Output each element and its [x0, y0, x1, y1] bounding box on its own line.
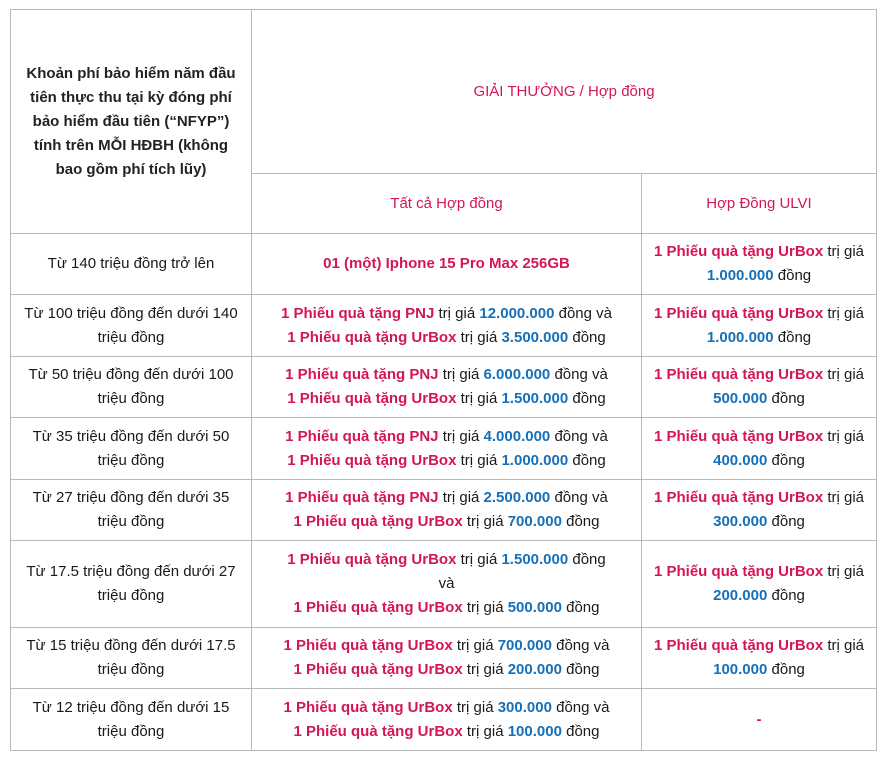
premium-range: Từ 50 triệu đồng đến dưới 100 triệu đồng — [11, 357, 252, 418]
gift-value: 200.000 — [713, 587, 768, 604]
table-row — [11, 234, 877, 295]
premium-range: Từ 100 triệu đồng đến dưới 140 triệu đồng — [11, 295, 252, 357]
currency-label: đồng — [572, 328, 606, 346]
gift-value: 3.500.000 — [501, 328, 569, 346]
gift-urbox-label: 1 Phiếu quà tặng UrBox — [653, 637, 824, 654]
prize-all — [252, 295, 642, 357]
table-row — [11, 480, 877, 541]
gift-urbox-label: 1 Phiếu quà tặng UrBox — [287, 390, 457, 407]
table-row — [11, 628, 877, 689]
gift-urbox-label: 1 Phiếu quà tặng UrBox — [283, 698, 453, 716]
currency-label: đồng — [771, 390, 805, 407]
header-all-contracts: Tất cả Hợp đồng — [252, 174, 642, 234]
gift-value: 500.000 — [713, 390, 768, 407]
tri-gia-label: trị giá — [466, 513, 504, 530]
gift-urbox-label: 1 Phiếu quà tặng UrBox — [653, 489, 824, 506]
tri-gia-label: trị giá — [827, 489, 865, 506]
gift-urbox-label: 1 Phiếu quà tặng UrBox — [293, 722, 463, 740]
tri-gia-label: trị giá — [827, 304, 865, 322]
gift-value: 1.500.000 — [501, 390, 569, 407]
gift-pnj-label: 1 Phiếu quà tặng PNJ — [285, 427, 439, 445]
prize-all — [252, 480, 642, 541]
gift-urbox-label: 1 Phiếu quà tặng UrBox — [287, 551, 457, 568]
table-row — [11, 295, 877, 357]
gift-value: 100.000 — [507, 722, 562, 740]
header-row-top — [11, 10, 877, 174]
prize-all: 01 (một) Iphone 15 Pro Max 256GB — [252, 234, 642, 295]
tri-gia-label: trị giá — [460, 451, 498, 469]
tri-gia-label: trị giá — [442, 366, 480, 383]
gift-value: 4.000.000 — [483, 427, 551, 445]
prize-all — [252, 418, 642, 480]
tri-gia-label: trị giá — [827, 243, 865, 260]
currency-label: đồng — [777, 328, 812, 346]
tri-gia-label: trị giá — [438, 304, 476, 322]
gift-pnj-label: 1 Phiếu quà tặng PNJ — [280, 304, 435, 322]
currency-label: đồng — [771, 587, 805, 604]
gift-urbox-label: 1 Phiếu quà tặng UrBox — [293, 661, 463, 678]
prize-table — [10, 9, 877, 751]
tri-gia-label: trị giá — [442, 489, 480, 506]
tri-gia-label: trị giá — [827, 563, 865, 580]
gift-urbox-label: 1 Phiếu quà tặng UrBox — [653, 427, 824, 445]
tri-gia-label: trị giá — [456, 698, 494, 716]
gift-value: 6.000.000 — [483, 366, 551, 383]
tri-gia-label: trị giá — [827, 637, 865, 654]
premium-range: Từ 27 triệu đồng đến dưới 35 triệu đồng — [11, 480, 252, 541]
currency-label: đồng — [566, 661, 600, 678]
gift-value: 300.000 — [497, 698, 552, 716]
prize-all — [252, 689, 642, 751]
gift-urbox-label: 1 Phiếu quà tặng UrBox — [653, 563, 824, 580]
prize-ulvi — [642, 480, 877, 541]
prize-ulvi — [642, 357, 877, 418]
table-row — [11, 689, 877, 751]
premium-range: Từ 15 triệu đồng đến dưới 17.5 triệu đồng — [11, 628, 252, 689]
currency-label: đồng và — [554, 366, 608, 383]
table-row — [11, 357, 877, 418]
tri-gia-label: trị giá — [460, 328, 498, 346]
prize-ulvi — [642, 541, 877, 628]
currency-label: đồng — [572, 451, 606, 469]
tri-gia-label: trị giá — [466, 661, 504, 678]
tri-gia-label: trị giá — [460, 551, 498, 568]
tri-gia-label: trị giá — [456, 637, 494, 654]
gift-urbox-label: 1 Phiếu quà tặng UrBox — [287, 451, 457, 469]
prize-ulvi — [642, 418, 877, 480]
currency-label: đồng — [566, 513, 600, 530]
currency-label: đồng — [572, 551, 606, 568]
currency-label: đồng và — [554, 427, 608, 445]
gift-pnj-label: 1 Phiếu quà tặng PNJ — [285, 366, 439, 383]
premium-range: Từ 17.5 triệu đồng đến dưới 27 triệu đồng — [11, 541, 252, 628]
gift-value: 700.000 — [497, 637, 552, 654]
header-ulvi-contracts: Hợp Đồng ULVI — [642, 174, 877, 234]
gift-pnj-label: 1 Phiếu quà tặng PNJ — [285, 489, 439, 506]
premium-range: Từ 140 triệu đồng trở lên — [11, 234, 252, 295]
table-row — [11, 541, 877, 628]
prize-ulvi — [642, 628, 877, 689]
prize-all — [252, 357, 642, 418]
gift-urbox-label: 1 Phiếu quà tặng UrBox — [653, 366, 824, 383]
gift-value: 1.000.000 — [501, 451, 569, 469]
currency-label: đồng — [771, 661, 805, 678]
gift-urbox-label: 1 Phiếu quà tặng UrBox — [293, 513, 463, 530]
gift-value: 500.000 — [507, 599, 562, 616]
currency-label: đồng — [566, 722, 600, 740]
gift-urbox-label: 1 Phiếu quà tặng UrBox — [653, 243, 824, 260]
currency-label: đồng và — [556, 637, 610, 654]
prize-all — [252, 541, 642, 628]
gift-urbox-label: 1 Phiếu quà tặng UrBox — [653, 304, 824, 322]
tri-gia-label: trị giá — [827, 366, 865, 383]
gift-value: 300.000 — [713, 513, 768, 530]
gift-value: 12.000.000 — [479, 304, 555, 322]
gift-value: 1.500.000 — [501, 551, 569, 568]
currency-label: đồng — [771, 513, 805, 530]
prize-ulvi — [642, 234, 877, 295]
gift-value: 400.000 — [713, 451, 768, 469]
currency-label: đồng — [777, 267, 812, 284]
currency-label: đồng và — [554, 489, 608, 506]
currency-label: đồng — [771, 451, 805, 469]
gift-value: 1.000.000 — [706, 267, 774, 284]
gift-value: 1.000.000 — [706, 328, 774, 346]
gift-value: 200.000 — [507, 661, 562, 678]
tri-gia-label: trị giá — [442, 427, 480, 445]
currency-label: đồng và — [556, 698, 610, 716]
header-prize-title: GIẢI THƯỞNG / Hợp đồng — [252, 10, 877, 174]
table-row — [11, 418, 877, 480]
currency-label: đồng — [566, 599, 600, 616]
gift-urbox-label: 1 Phiếu quà tặng UrBox — [287, 328, 457, 346]
tri-gia-label: trị giá — [827, 427, 865, 445]
prize-ulvi — [642, 295, 877, 357]
tri-gia-label: trị giá — [460, 390, 498, 407]
gift-value: 100.000 — [713, 661, 768, 678]
premium-range: Từ 12 triệu đồng đến dưới 15 triệu đồng — [11, 689, 252, 751]
gift-value: 2.500.000 — [483, 489, 551, 506]
and-label: và — [438, 575, 455, 592]
gift-value: 700.000 — [507, 513, 562, 530]
premium-range: Từ 35 triệu đồng đến dưới 50 triệu đồng — [11, 418, 252, 480]
tri-gia-label: trị giá — [466, 599, 504, 616]
gift-urbox-label: 1 Phiếu quà tặng UrBox — [283, 637, 453, 654]
prize-ulvi-none: - — [642, 689, 877, 751]
currency-label: đồng — [572, 390, 606, 407]
tri-gia-label: trị giá — [466, 722, 504, 740]
currency-label: đồng và — [558, 304, 613, 322]
header-premium-cell: Khoản phí bảo hiểm năm đầu tiên thực thu tại kỳ đóng phí bảo hiểm đầu tiên (“NFYP”) tính trên MỖI HĐBH (không bao gồm phí tích lũy) — [11, 10, 252, 234]
prize-all — [252, 628, 642, 689]
gift-urbox-label: 1 Phiếu quà tặng UrBox — [293, 599, 463, 616]
